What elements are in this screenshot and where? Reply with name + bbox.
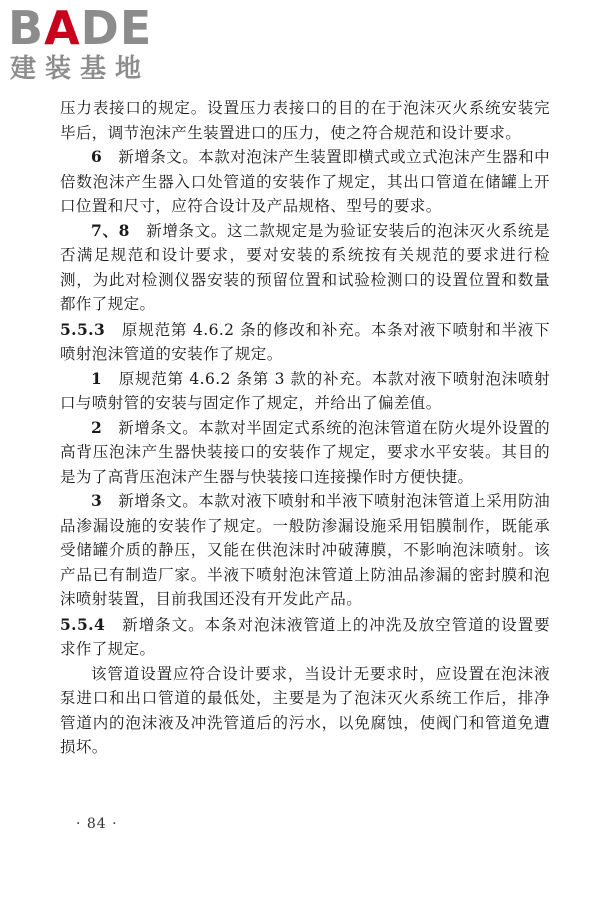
paragraph-item-3 bbox=[60, 489, 550, 612]
item-number: 1 bbox=[91, 368, 103, 388]
paragraph-text: 新增条文。本款对半固定式系统的泡沫管道在防火堤外设置的高背压泡沫产生器快装接口的安装作了规定，要求水平安装。其目的是为了高背压泡沫产生器与快装接口连接操作时方便快捷。 bbox=[60, 418, 550, 486]
logo-wordmark bbox=[8, 1, 153, 55]
logo-subtitle: 建装基地 bbox=[10, 54, 151, 84]
paragraph-text: 该管道设置应符合设计要求，当设计无要求时，应设置在泡沫液泵进口和出口管道的最低处，主要是为了泡沫灭火系统工作后，排净管道内的泡沫液及冲洗管道后的污水，以免腐蚀，使阀门和管道免遭损坏。 bbox=[60, 664, 550, 756]
paragraph-item-7-8 bbox=[60, 219, 550, 317]
document-body bbox=[60, 96, 550, 760]
paragraph-final bbox=[60, 662, 550, 760]
page-number: · 84 · bbox=[76, 816, 118, 832]
item-number: 6 bbox=[91, 147, 103, 166]
clause-number: 5.5.4 bbox=[60, 614, 106, 634]
paragraph-text: 原规范第 4.6.2 条第 3 款的补充。本款对液下喷射泡沫喷射口与喷射管的安装与固定作了规定，并给出了偏差值。 bbox=[60, 369, 550, 412]
paragraph-text: 原规范第 4.6.2 条的修改和补充。本条对液下喷射和半液下喷射泡沫管道的安装作了规定。 bbox=[60, 320, 550, 363]
logo-letter-b: B bbox=[8, 1, 45, 55]
paragraph-continuation bbox=[60, 96, 550, 145]
paragraph-text: 新增条文。本条对泡沫液管道上的冲洗及放空管道的设置要求作了规定。 bbox=[60, 615, 551, 658]
item-number: 2 bbox=[91, 417, 103, 437]
clause-5-5-3 bbox=[60, 318, 550, 367]
clause-number: 5.5.3 bbox=[60, 319, 106, 339]
paragraph-text: 新增条文。本款对液下喷射和半液下喷射泡沫管道上采用防油品渗漏设施的安装作了规定。一般防渗漏设施采用铝膜制作，既能承受储罐介质的静压，又能在供泡沫时冲破薄膜，不影响泡沫喷射。该产品已有制造厂家。半液下喷射泡沫管道上防油品渗漏的密封膜和泡沫喷射装置，目前我国还没有开发此产品。 bbox=[60, 492, 550, 608]
paragraph-item-6 bbox=[60, 145, 550, 219]
paragraph-text: 新增条文。本款对泡沫产生装置即横式或立式泡沫产生器和中倍数泡沫产生器入口处管道的安装作了规定，其出口管道在储罐上开口位置和尺寸，应符合设计及产品规格、型号的要求。 bbox=[60, 148, 550, 215]
item-number: 7、8 bbox=[91, 220, 130, 240]
paragraph-item-1 bbox=[60, 367, 550, 416]
logo-letter-a-accent: A bbox=[44, 1, 81, 55]
paragraph-text: 新增条文。这二款规定是为验证安装后的泡沫灭火系统是否满足规范和设计要求，要对安装的系统按有关规范的要求进行检测，为此对检测仪器安装的预留位置和试验检测口的设置位置和数量都作了规定。 bbox=[60, 221, 550, 313]
clause-5-5-4 bbox=[60, 613, 550, 662]
bade-logo bbox=[8, 1, 178, 88]
item-number: 3 bbox=[91, 491, 103, 510]
paragraph-text: 压力表接口的规定。设置压力表接口的目的在于泡沫灭火系统安装完毕后，调节泡沫产生装置进口的压力，使之符合规范和设计要求。 bbox=[60, 99, 550, 142]
logo-letters-de: DE bbox=[80, 1, 153, 55]
paragraph-item-2 bbox=[60, 416, 550, 490]
